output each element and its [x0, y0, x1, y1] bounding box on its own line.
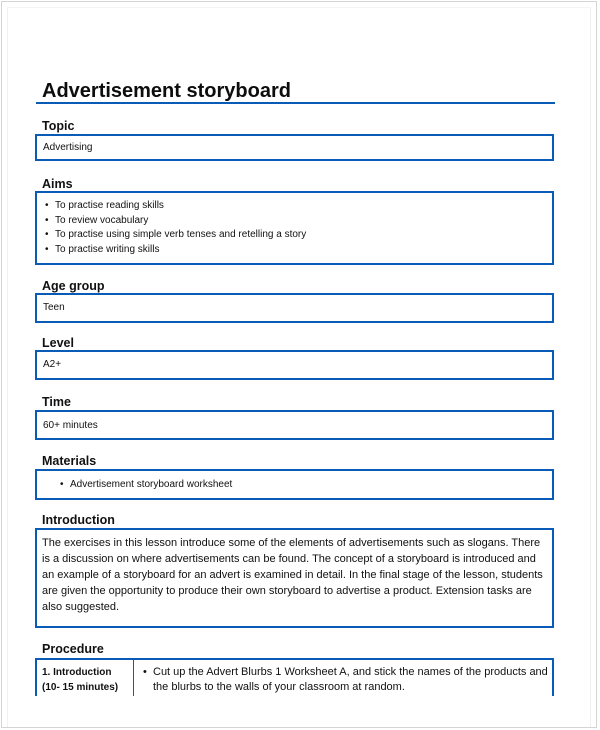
procedure-description-cell — [134, 660, 552, 696]
age-group-value: Teen — [43, 302, 65, 313]
introduction-box — [35, 528, 554, 628]
topic-value: Advertising — [43, 142, 93, 153]
aims-label: Aims — [42, 177, 73, 191]
procedure-step-time: (10- 15 minutes) — [42, 682, 119, 693]
procedure-step-cell — [37, 660, 134, 696]
materials-item: • Advertisement storyboard worksheet — [60, 479, 233, 490]
age-group-label: Age group — [42, 279, 105, 293]
time-value: 60+ minutes — [43, 420, 98, 431]
introduction-label: Introduction — [42, 513, 115, 527]
aims-item: • To practise reading skills — [45, 199, 306, 214]
aims-list — [45, 199, 306, 257]
bullet-icon: • — [45, 243, 49, 255]
procedure-step-title: 1. Introduction — [42, 667, 112, 678]
level-value: A2+ — [43, 359, 62, 370]
materials-label: Materials — [42, 454, 97, 468]
level-label: Level — [42, 336, 74, 350]
procedure-label: Procedure — [42, 642, 104, 656]
procedure-bullet-item: • Cut up the Advert Blurbs 1 Worksheet A, and stick the names of the products and the blurbs to the walls of your classroom at random. — [143, 666, 548, 693]
bullet-icon: • — [45, 200, 49, 211]
level-box — [35, 350, 554, 380]
document-title: Advertisement storyboard — [42, 80, 291, 102]
materials-box — [35, 469, 554, 500]
document-page — [1, 1, 597, 728]
aims-box — [35, 191, 554, 265]
title-underline — [36, 102, 555, 104]
topic-box — [35, 134, 554, 161]
aims-item: • To review vocabulary — [45, 214, 306, 229]
bullet-icon: • — [143, 666, 147, 678]
aims-item: • To practise writing skills — [45, 243, 306, 258]
age-group-box — [35, 293, 554, 323]
time-box — [35, 410, 554, 440]
bullet-icon: • — [45, 229, 49, 240]
introduction-text: The exercises in this lesson introduce some of the elements of advertisements such as slogans. There is a discussion on where advertisements can be found. The concept of a storyboard is introduced and an example of a storyboard for an advert is examined in detail. In the final stage of the lesson, students are given the opportunity to produce their own storyboard to advertise a product. Extension tasks are also suggested. — [42, 537, 543, 613]
bullet-icon: • — [60, 479, 64, 490]
topic-label: Topic — [42, 119, 75, 133]
aims-item: • To practise using simple verb tenses and retelling a story — [45, 228, 306, 243]
bullet-icon: • — [45, 214, 49, 226]
time-label: Time — [42, 395, 71, 409]
procedure-table — [35, 658, 554, 696]
